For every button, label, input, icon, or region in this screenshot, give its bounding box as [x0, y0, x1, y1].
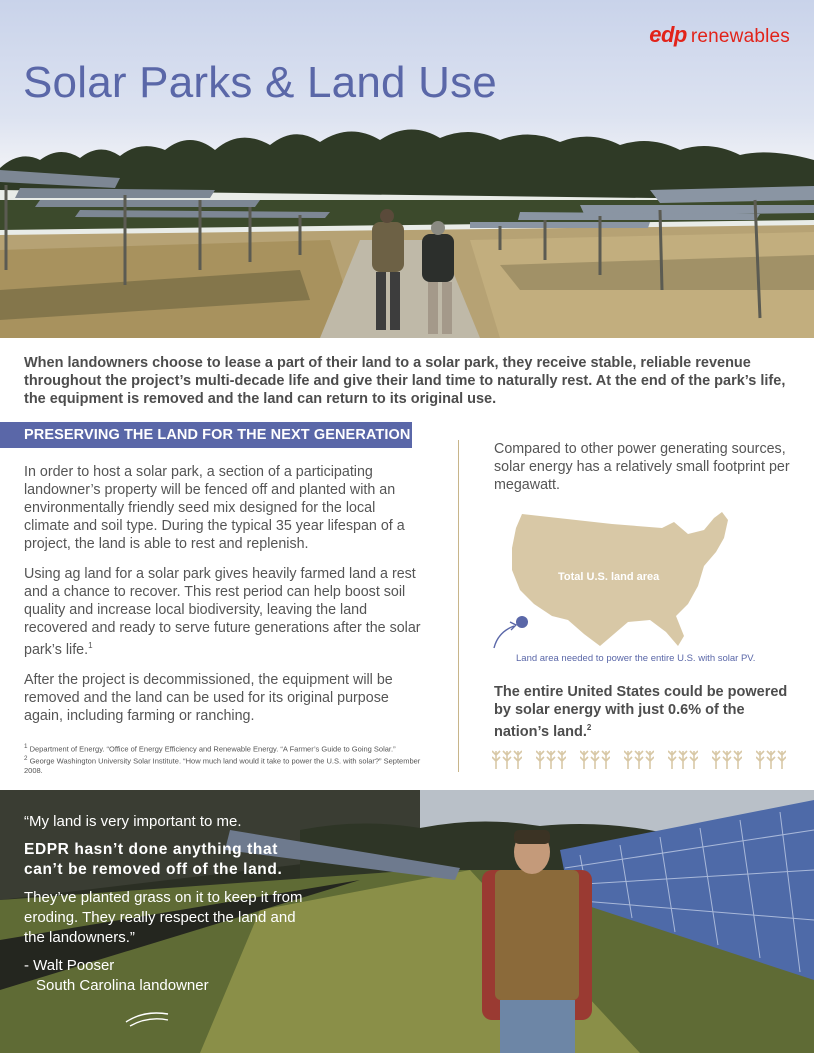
- quote-attribution: [24, 956, 314, 996]
- footnote-1: [24, 742, 434, 754]
- body-paragraph-2: [24, 565, 424, 659]
- quote-role: South Carolina landowner: [36, 977, 209, 994]
- body-paragraph-3: After the project is decommissioned, the equipment will be removed and the land can be used for its original purpose again, including farming or ranching.: [24, 671, 393, 724]
- quote-line-2: EDPR hasn’t done anything that can’t be removed off of the land.: [24, 841, 283, 878]
- wheat-icon: [712, 747, 742, 771]
- column-divider: [458, 440, 459, 772]
- section-header: PRESERVING THE LAND FOR THE NEXT GENERATION: [0, 422, 412, 448]
- edp-logo: [649, 22, 790, 48]
- edp-logo-mark: edp: [649, 22, 687, 47]
- wheat-icon: [624, 747, 654, 771]
- hero-photo: [0, 0, 814, 338]
- quote-line-1: “My land is very important to me.: [24, 813, 242, 830]
- wheat-icon: [580, 747, 610, 771]
- edp-logo-text: renewables: [690, 26, 790, 47]
- wheat-icon: [492, 747, 522, 771]
- right-intro-text: Compared to other power generating sources, solar energy has a relatively small footprint per megawatt.: [494, 441, 790, 493]
- footnote-2: [24, 754, 434, 776]
- footnote-2-mark: 2: [24, 755, 28, 762]
- wheat-icon: [668, 747, 698, 771]
- map-label: Total U.S. land area: [558, 571, 660, 583]
- footnote-1-mark: 1: [24, 743, 28, 750]
- map-icon: [492, 508, 752, 668]
- stat-callout-text: The entire United States could be powered by solar energy with just 0.6% of the nation’s land.: [494, 684, 788, 740]
- footnotes: [24, 742, 434, 776]
- body-paragraph-2-text: Using ag land for a solar park gives heavily farmed land a rest and a chance to recover. This rest period can help boost soil quality and increase local biodiversity, leaving the land recovered and ready to serve future generations after the solar park’s life.: [24, 566, 421, 658]
- hero-section: [0, 0, 814, 338]
- footnote-ref-1: 1: [88, 641, 93, 650]
- body-paragraph-1: In order to host a solar park, a section of a participating landowner’s property will be fenced off and planted with an environmentally friendly seed mix designed for the local climate and soil type. During the typical 35 year lifespan of a project, the land is able to rest and replenish.: [24, 464, 405, 552]
- footnote-ref-2: 2: [586, 723, 592, 732]
- footnote-1-text: Department of Energy. “Office of Energy Efficiency and Renewable Energy. “A Farmer’s Guide to Going Solar.”: [27, 744, 396, 754]
- map-caption: Land area needed to power the entire U.S. with solar PV.: [516, 653, 756, 664]
- testimonial-quote: [24, 812, 314, 996]
- intro-paragraph: When landowners choose to lease a part of their land to a solar park, they receive stable, reliable revenue throughout the project’s multi-decade life and give their land time to naturally rest. At the end of the park’s life, the equipment is removed and the land can return to its original use.: [24, 355, 786, 407]
- footnote-2-text: George Washington University Solar Institute. “How much land would it take to power the U.S. with solar?” September 2008.: [24, 756, 421, 775]
- wheat-icon-row: [492, 747, 786, 771]
- solar-area-dot: [516, 616, 528, 628]
- left-column: [24, 463, 424, 737]
- swoosh-icon: [124, 1008, 170, 1028]
- quote-author: - Walt Pooser: [24, 957, 115, 974]
- wheat-icon: [756, 747, 786, 771]
- us-map-graphic: [492, 508, 752, 668]
- quote-line-3: They’ve planted grass on it to keep it from eroding. They really respect the land and the landowners.”: [24, 889, 303, 946]
- wheat-icon: [536, 747, 566, 771]
- page-title: Solar Parks & Land Use: [23, 58, 497, 107]
- stat-callout: [494, 683, 794, 741]
